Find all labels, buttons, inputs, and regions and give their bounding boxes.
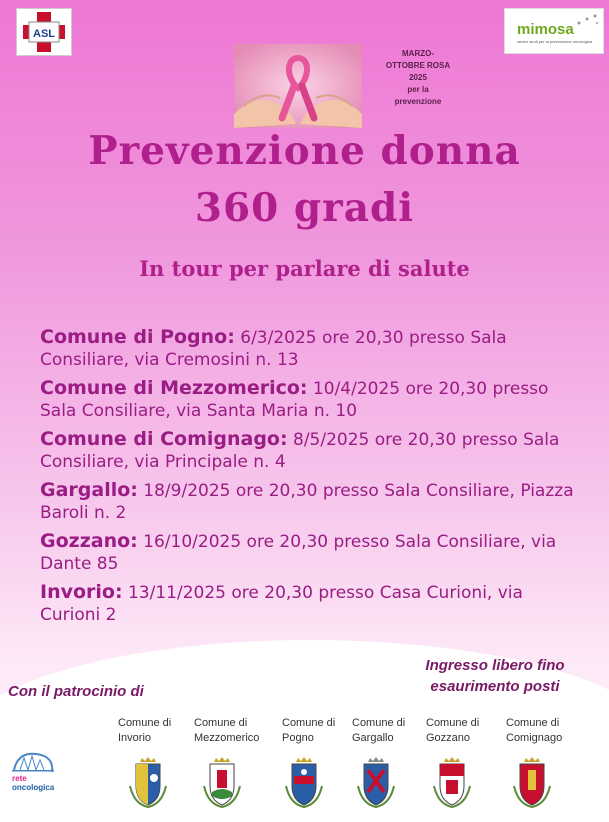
invorio-crest-icon [128,756,168,808]
asl-logo-text: ASL [33,28,55,40]
event-details: 6/3/2025 ore 20,30 presso Sala Consiliare, via Cremosini n. 13 [40,328,507,370]
event-details: 18/9/2025 ore 20,30 presso Sala Consiliare, Piazza Baroli n. 2 [40,481,574,523]
rete-logo-line-1: rete [12,774,27,783]
campaign-line-5: prevenzione [394,97,442,106]
free-entry-line-1: Ingresso libero fino [425,657,565,674]
municipality-name: Invorio [118,732,152,744]
event-item [40,326,585,371]
event-place: Comune di Comignago: [40,428,288,450]
mimosa-logo-text: mimosa [517,21,574,38]
mimosa-logo-tagline: centro studi per la prevenzione oncologica [517,39,592,44]
event-place: Comune di Mezzomerico: [40,377,308,399]
event-details: 13/11/2025 ore 20,30 presso Casa Curioni, via Curioni 2 [40,583,523,625]
event-item [40,377,585,422]
patronage-label: Con il patrocinio di [8,683,144,700]
municipality-label: Comune di [282,717,336,729]
pogno-crest-icon [284,756,324,808]
page-title-line-1: Prevenzione donna [88,128,521,174]
event-item [40,581,585,626]
mezzomerico-crest-icon [202,756,242,808]
municipality-label: Comune di [426,717,480,729]
event-place: Gargallo: [40,479,138,501]
municipality-name: Comignago [506,732,563,744]
municipality-comignago [506,716,590,746]
campaign-label [360,48,476,108]
municipality-label: Comune di [506,717,560,729]
event-details: 8/5/2025 ore 20,30 presso Sala Consiliare, via Principale n. 4 [40,430,560,472]
event-list [40,326,585,632]
page-subtitle: In tour per parlare di salute [139,256,470,281]
mimosa-logo [504,8,604,54]
event-place: Invorio: [40,581,123,603]
event-item [40,428,585,473]
municipality-name: Pogno [282,732,314,744]
asl-logo [16,8,72,56]
comignago-crest-icon [512,756,552,808]
rete-logo-line-2: oncologica [12,783,55,792]
municipality-gargallo [352,716,436,746]
municipality-name: Gargallo [352,732,394,744]
municipality-name: Mezzomerico [194,732,260,744]
page-title-line-2: 360 gradi [194,185,415,231]
event-item [40,530,585,575]
rete-oncologica-logo [8,748,70,798]
municipality-name: Gozzano [426,732,471,744]
campaign-line-3: 2025 [409,73,427,82]
gozzano-crest-icon [432,756,472,808]
municipality-mezzomerico [194,716,278,746]
municipality-label: Comune di [352,717,406,729]
municipality-label: Comune di [118,717,172,729]
municipality-invorio [118,716,202,746]
free-entry-note [405,655,585,697]
pink-ribbon-hands-image [234,44,362,128]
campaign-line-2: OTTOBRE ROSA [385,61,451,70]
municipality-gozzano [426,716,510,746]
event-details: 10/4/2025 ore 20,30 presso Sala Consiliare, via Santa Maria n. 10 [40,379,549,421]
event-item [40,479,585,524]
event-place: Comune di Pogno: [40,326,235,348]
free-entry-line-2: esaurimento posti [430,678,560,695]
campaign-line-1: MARZO- [402,49,434,58]
event-place: Gozzano: [40,530,138,552]
sparkle-icon [575,13,601,27]
campaign-line-4: per la [407,85,429,94]
gargallo-crest-icon [356,756,396,808]
municipality-label: Comune di [194,717,248,729]
event-details: 16/10/2025 ore 20,30 presso Sala Consiliare, via Dante 85 [40,532,557,574]
